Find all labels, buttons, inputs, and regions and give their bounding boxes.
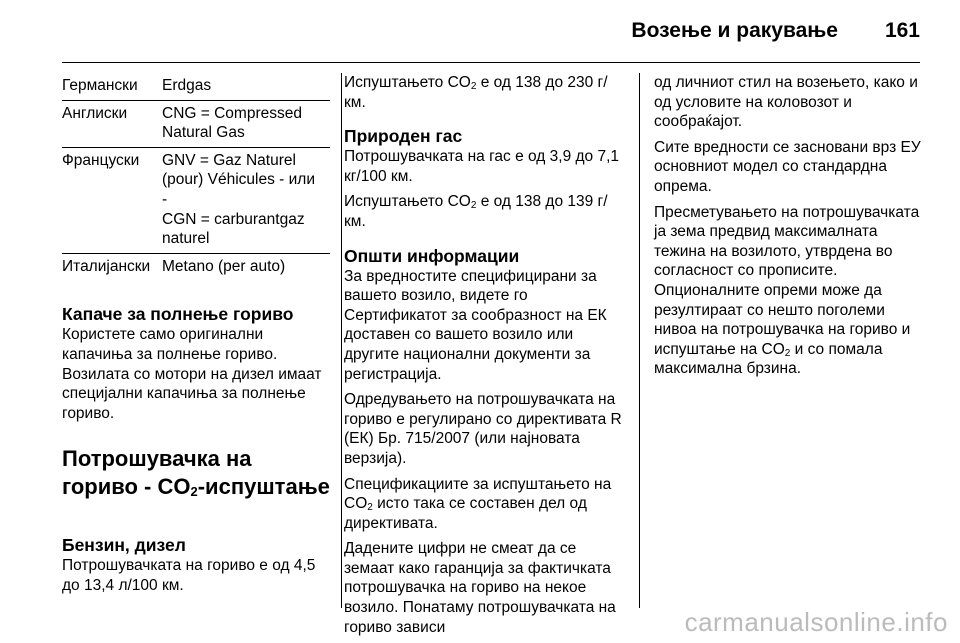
fuel-cap-text: Користете само оригинални капачиња за полнење гориво. Возилата со мотори на дизел имаат специјални капачиња за полнење гориво. <box>62 326 322 422</box>
table-row <box>62 253 330 280</box>
specification-text: Спецификациите за испуштањето на $CO_2$ исто така се составен дел од директивата. <box>344 475 612 532</box>
table-row <box>62 100 330 147</box>
driving-style-text: од личниот стил на возењето, како и од условите на коловозот и сообраќајот. <box>654 74 918 131</box>
fuel-name-line: Erdgas <box>162 77 212 94</box>
emission-gas-text: Испуштањето $CO_2$ е од 138 до 139 г/км. <box>344 193 608 230</box>
fuel-name-line: Natural Gas <box>162 124 245 142</box>
page-header <box>0 0 960 70</box>
language-cell: Германски <box>62 77 138 94</box>
consumption-heading: Потрошувачка на гориво - $CO_2$-испуштање <box>62 446 330 500</box>
natural-gas-heading: Природен гас <box>344 126 463 147</box>
table-row <box>62 147 330 253</box>
calculation-text: Пресметувањето на потрошувачката ја зема предвид максималната тежина на возилото, утврдена во согласност со прописите. Опционалните опреми може да резултираат со нешто поголеми нивоа на потрошувачка на гориво и испуштање на $CO_2$ и со помала максимална брзина. <box>654 203 920 378</box>
general-info-heading: Општи информации <box>344 245 520 266</box>
language-cell: Италијански <box>62 257 151 275</box>
column-divider-2 <box>639 73 640 608</box>
watermark-text: carmanualsonline.info <box>684 607 948 637</box>
natural-gas-text: Потрошувачката на гас е од 3,9 до 7,1 кг/100 км. <box>344 148 620 185</box>
petrol-diesel-heading: Бензин, дизел <box>62 535 186 556</box>
fuel-name-line: CGN = carburantgaz <box>162 210 305 228</box>
column-2 <box>344 73 626 643</box>
fuel-name-line: Metano (per auto) <box>162 257 286 275</box>
figures-disclaimer-text: Дадените цифри не смеат да се земаат како гаранција за фактичката потрошувачка на гориво на некое возило. Понатаму потрошувачката на гориво зависи <box>344 540 616 636</box>
fuel-cap-heading: Капаче за полнење гориво <box>62 304 294 325</box>
fuel-name-line: (pour) Véhicules - или <box>162 171 315 189</box>
fuel-name-cell <box>162 100 330 147</box>
fuel-name-line: CNG = Compressed <box>162 104 302 122</box>
column-3 <box>654 73 924 385</box>
petrol-diesel-text: Потрошувачката на гориво е од 4,5 до 13,4 л/100 км. <box>62 557 316 594</box>
page-number: 161 <box>884 19 920 42</box>
language-cell: Француски <box>62 151 140 169</box>
table-row <box>62 73 330 100</box>
directive-text: Одредувањето на потрошувачката на гориво е регулирано со директивата R (ЕК) Бр. 715/2007 (или најновата верзија). <box>344 391 622 467</box>
fuel-name-line: naturel <box>162 230 210 248</box>
fuel-name-table <box>62 73 330 280</box>
page-title: Возење и ракување <box>631 19 838 42</box>
fuel-name-cell <box>162 253 330 280</box>
eu-values-text: Сите вредности се засновани врз ЕУ основниот модел со стандардна опрема. <box>654 138 921 195</box>
column-1 <box>62 73 330 602</box>
emission-petrol-text: Испуштањето $CO_2$ е од 138 до 230 г/км. <box>344 74 608 111</box>
fuel-name-cell <box>162 147 330 253</box>
fuel-name-line: - <box>162 190 168 208</box>
column-divider-1 <box>341 73 342 608</box>
fuel-name-line: GNV = Gaz Naturel <box>162 151 296 169</box>
header-divider <box>62 62 920 63</box>
fuel-name-cell <box>162 73 330 100</box>
general-info-text: За вредностите специфицирани за вашето возило, видете го Сертификатот за сообразност на ЕК доставен со вашето возило или другите национални документи за регистрација. <box>344 267 607 383</box>
language-cell: Англиски <box>62 104 128 122</box>
consumption-heading-line1: Потрошувачка на <box>62 446 252 472</box>
